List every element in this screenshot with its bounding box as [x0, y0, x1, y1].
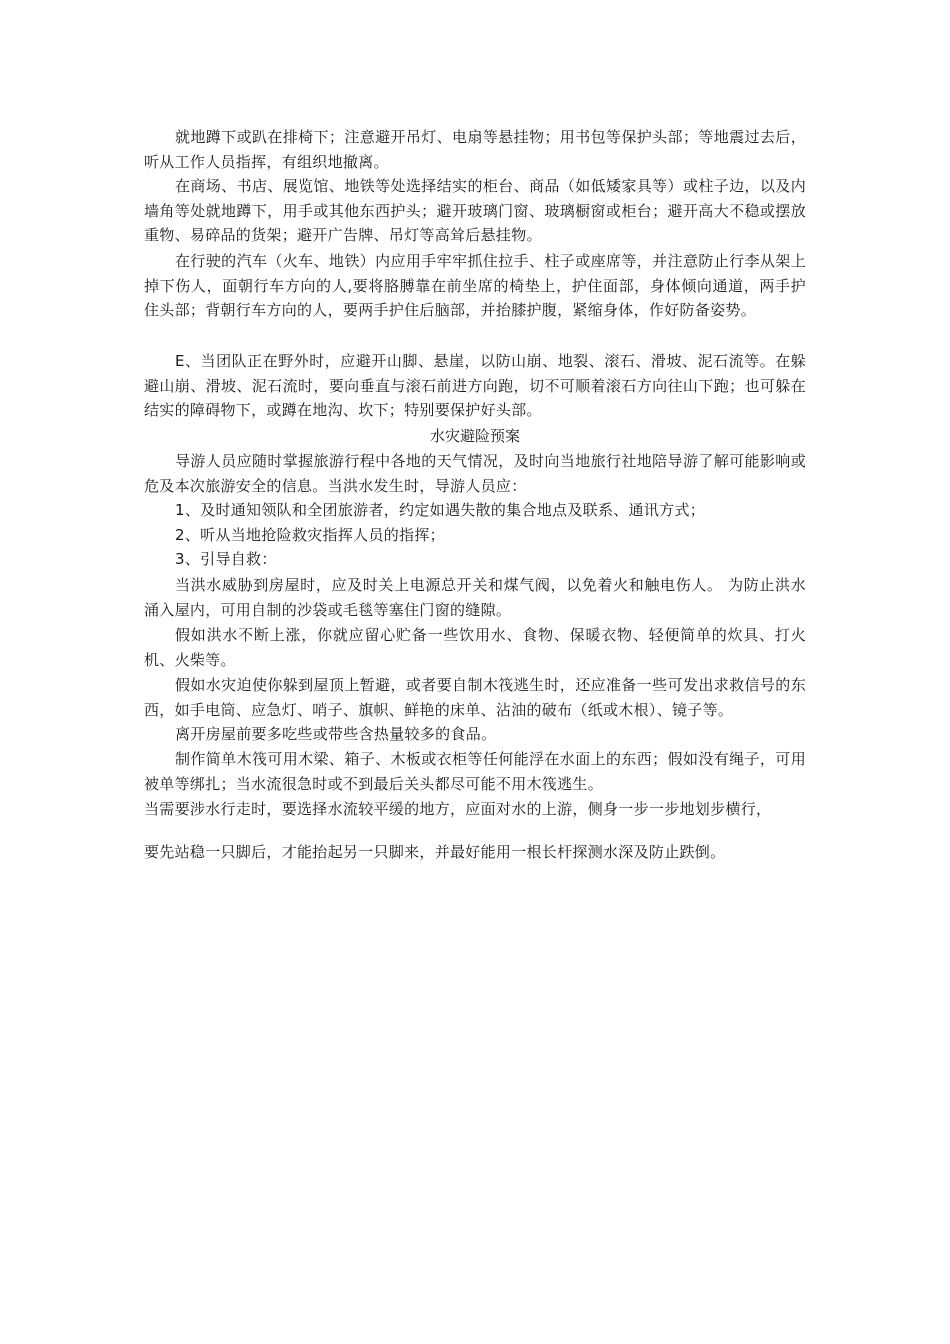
- list-item-notify: 1、及时通知领队和全团旅游者，约定如遇失散的集合地点及联系、通讯方式；: [175, 501, 706, 519]
- paragraph-earthquake-public-places: 在商场、书店、展览馆、地铁等处选择结实的柜台、商品（如低矮家具等）或柱子边，以及内墙角等处就地蹲下，用手或其他东西护头；避开玻璃门窗、玻璃橱窗或柜台；避开高大不稳或摆放重物、易碎品的货架；避开广告牌、吊灯等高耸后悬挂物。: [144, 177, 806, 244]
- paragraph-flood-wading: 当需要涉水行走时，要选择水流较平缓的地方，应面对水的上游，侧身一步一步地划步横行，: [144, 800, 772, 818]
- paragraph-flood-raft: 制作简单木筏可用木梁、箱子、木板或衣柜等任何能浮在水面上的东西；假如没有绳子，可用被单等绑扎；当水流很急时或不到最后关头都尽可能不用木筏逃生。: [144, 750, 806, 793]
- paragraph-flood-house: 当洪水威胁到房屋时，应及时关上电源总开关和煤气阀，以免着火和触电伤人。 为防止洪水涌入屋内，可用自制的沙袋或毛毯等塞住门窗的缝隙。: [144, 576, 806, 619]
- list-item-obey-command: 2、听从当地抢险救灾指挥人员的指挥；: [175, 526, 445, 544]
- list-item-self-rescue: 3、引导自救：: [175, 550, 277, 568]
- paragraph-earthquake-seated: 就地蹲下或趴在排椅下；注意避开吊灯、电扇等悬挂物；用书包等保护头部；等地震过去后，听从工作人员指挥，有组织地撤离。: [144, 128, 806, 171]
- paragraph-flood-food: 离开房屋前要多吃些或带些含热量较多的食品。: [175, 725, 497, 743]
- paragraph-earthquake-outdoors: E、当团队正在野外时，应避开山脚、悬崖，以防山崩、地裂、滚石、滑坡、泥石流等。在躲避山崩、滑坡、泥石流时，要向垂直与滚石前进方向跑，切不可顺着滚石方向往山下跑；也可躲在结实的障碍物下，或蹲在地沟、坎下；特别要保护好头部。: [144, 352, 806, 419]
- paragraph-flood-wading-cont: 要先站稳一只脚后，才能抬起另一只脚来，并最好能用一根长杆探测水深及防止跌倒。: [144, 843, 726, 861]
- paragraph-flood-supplies: 假如洪水不断上涨，你就应留心贮备一些饮用水、食物、保暖衣物、轻便简单的炊具、打火机、火柴等。: [144, 626, 806, 669]
- section-heading-flood-plan: 水灾避险预案: [429, 427, 520, 445]
- paragraph-earthquake-vehicles: 在行驶的汽车（火车、地铁）内应用手牢牢抓住拉手、柱子或座席等，并注意防止行李从架上掉下伤人，面朝行车方向的人,要将胳膊靠在前坐席的椅垫上，护住面部，身体倾向通道，两手护住头部；背朝行车方向的人，要两手护住后脑部，并抬膝护腹，紧缩身体，作好防备姿势。: [144, 252, 806, 319]
- paragraph-flood-roof: 假如水灾迫使你躲到屋顶上暂避，或者要自制木筏逃生时，还应准备一些可发出求救信号的东西，如手电筒、应急灯、哨子、旗帜、鲜艳的床单、沾油的破布（纸或木根）、镜子等。: [144, 676, 806, 719]
- paragraph-flood-guide-duty: 导游人员应随时掌握旅游行程中各地的天气情况，及时向当地旅行社地陪导游了解可能影响或危及本次旅游安全的信息。当洪水发生时，导游人员应：: [144, 452, 806, 495]
